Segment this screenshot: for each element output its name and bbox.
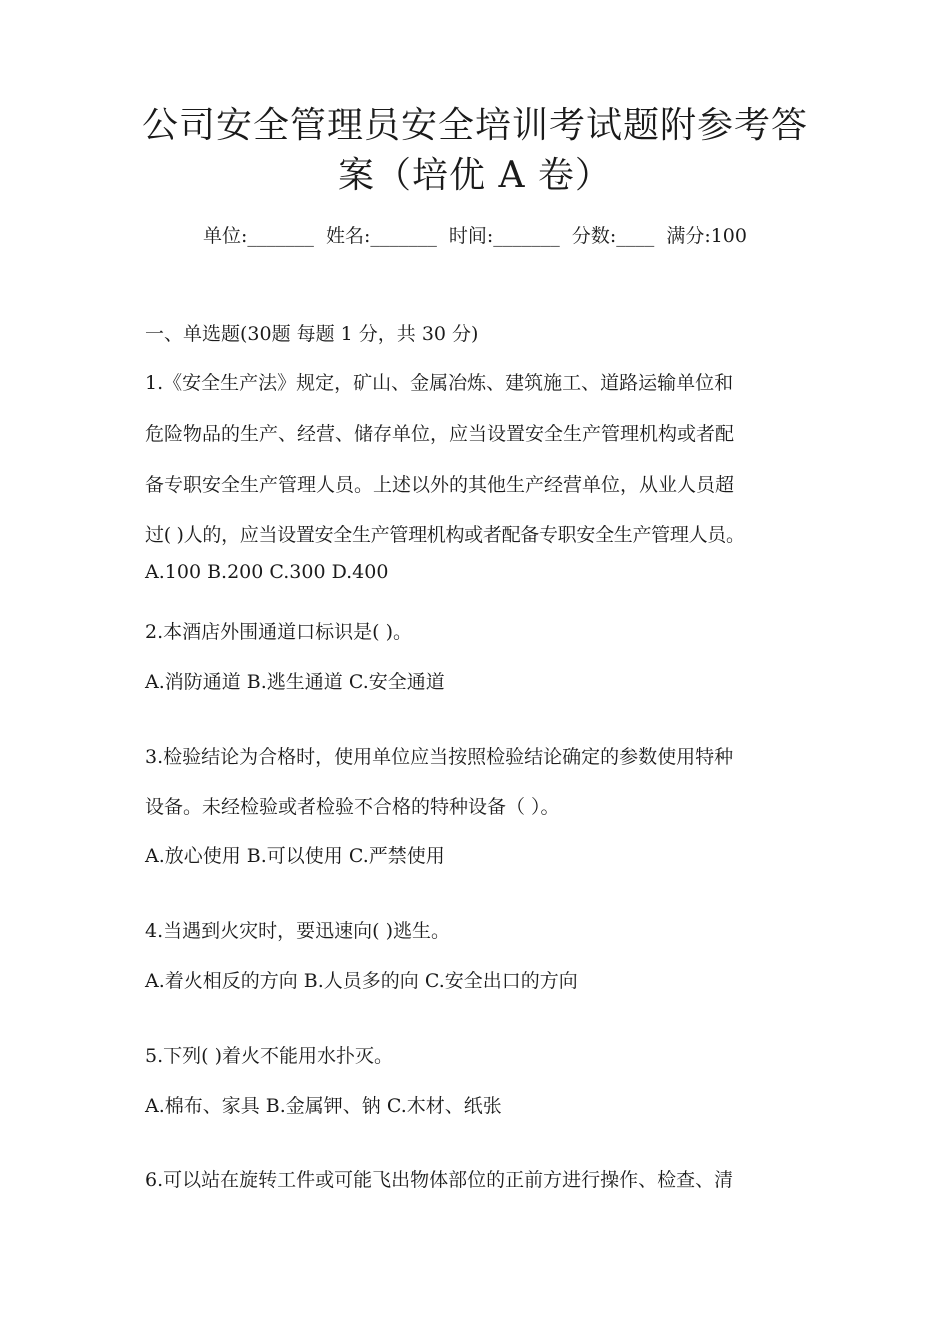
question-1-line-1: 1.《安全生产法》规定，矿山、金属冶炼、建筑施工、道路运输单位和 [145, 372, 734, 394]
question-1-line-3: 备专职安全生产管理人员。上述以外的其他生产经营单位，从业人员超 [145, 474, 735, 496]
question-5-options: A.棉布、家具 B.金属钾、钠 C.木材、纸张 [145, 1095, 502, 1117]
question-1-line-4: 过( )人的，应当设置安全生产管理机构或者配备专职安全生产管理人员。 [145, 524, 745, 546]
question-3-line-1: 3.检验结论为合格时，使用单位应当按照检验结论确定的参数使用特种 [145, 746, 734, 768]
document-title-line-1: 公司安全管理员安全培训考试题附参考答 [141, 105, 808, 146]
question-4-line-1: 4.当遇到火灾时，要迅速向( )逃生。 [145, 920, 450, 942]
question-2-options: A.消防通道 B.逃生通道 C.安全通道 [145, 671, 445, 693]
score-field: 分数:____ [571, 225, 655, 247]
question-1-options: A.100 B.200 C.300 D.400 [145, 561, 389, 583]
name-field: 姓名:_______ [325, 225, 437, 247]
exam-info-line [0, 222, 950, 250]
question-1-line-2: 危险物品的生产、经营、储存单位，应当设置安全生产管理机构或者配 [145, 423, 735, 445]
question-3-options: A.放心使用 B.可以使用 C.严禁使用 [145, 845, 445, 867]
time-field: 时间:_______ [448, 225, 560, 247]
question-5-line-1: 5.下列( )着火不能用水扑灭。 [145, 1045, 393, 1067]
unit-field: 单位:_______ [203, 225, 314, 247]
question-6-line-1: 6.可以站在旋转工件或可能飞出物体部位的正前方进行操作、检查、清 [145, 1169, 734, 1191]
question-4-options: A.着火相反的方向 B.人员多的向 C.安全出口的方向 [145, 970, 578, 992]
section-heading: 一、单选题(30题 每题 1 分，共 30 分) [145, 323, 479, 345]
full-score-field: 满分:100 [666, 225, 747, 247]
question-3-line-2: 设备。未经检验或者检验不合格的特种设备（ ）。 [145, 796, 560, 818]
question-2-line-1: 2.本酒店外围通道口标识是( )。 [145, 621, 412, 643]
document-title-line-2: 案（培优 A 卷） [338, 155, 612, 196]
